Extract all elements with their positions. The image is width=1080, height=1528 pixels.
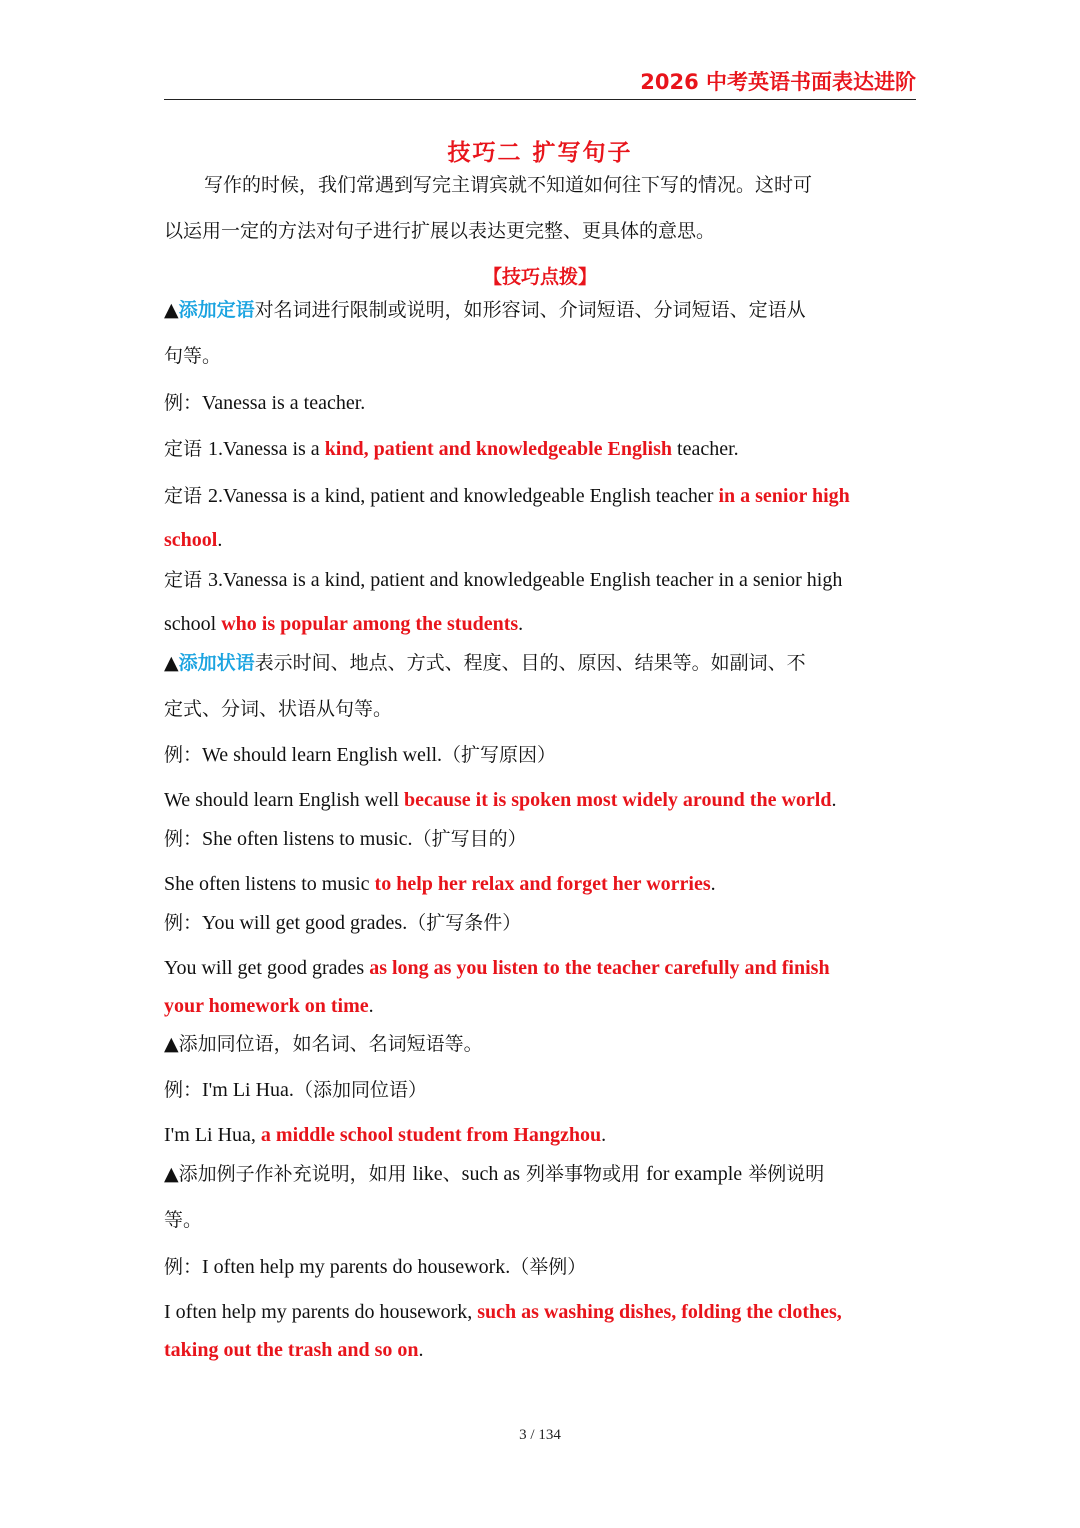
answer-highlight: a middle school student from Hangzhou (260, 1124, 602, 1146)
s2-text-2: 定式、分词、状语从句等。 (164, 698, 393, 720)
s2-heading (164, 650, 916, 676)
d1-a: 1.Vanessa is a (208, 438, 325, 460)
d2-b: . (217, 529, 223, 551)
d3-c: . (518, 613, 524, 635)
answer-a: We should learn English well (164, 789, 405, 811)
s2-example-3 (164, 910, 916, 936)
s1-heading (164, 297, 916, 323)
example-prefix: 例： (164, 912, 203, 934)
answer-b: . (601, 1124, 607, 1146)
s3-answer (164, 1122, 916, 1148)
s1-text-2: 句等。 (164, 345, 222, 367)
header-title: 2026 中考英语书面表达进阶 (640, 70, 916, 94)
answer-highlight: to help her relax and forget her worries (374, 873, 711, 895)
intro-line-2: 以运用一定的方法对句子进行扩展以表达更完整、更具体的意思。 (164, 220, 716, 242)
example-sentence: I'm Li Hua. (202, 1079, 294, 1101)
example-sentence: You will get good grades. (202, 912, 408, 934)
s2-example-1 (164, 742, 916, 768)
d3-highlight: who is popular among the students (221, 613, 519, 635)
s4-answer-cont (164, 1337, 916, 1363)
d2-label: 定语 (164, 485, 209, 507)
s4-text-1: ▲添加例子作补充说明，如用 (164, 1163, 413, 1185)
answer-highlight: as long as you listen to the teacher carefully and finish (369, 957, 830, 979)
s3-heading: ▲添加同位语，如名词、名词短语等。 (164, 1033, 483, 1055)
d2-highlight: in a senior high (718, 485, 850, 507)
s1-d3 (164, 567, 916, 593)
example-note: （扩写条件） (407, 912, 522, 934)
s1-example (164, 390, 916, 416)
s2-example-2 (164, 826, 916, 852)
s2-answer-2 (164, 871, 916, 897)
answer-highlight-2: your homework on time (164, 995, 369, 1017)
s4-text-cont: 等。 (164, 1209, 203, 1231)
d1-label: 定语 (164, 438, 209, 460)
s4-such-as: such as (461, 1163, 520, 1185)
d1-b: teacher. (672, 438, 739, 460)
example-note: （扩写目的） (412, 828, 527, 850)
page-title: 技巧二 扩写句子 (447, 140, 633, 166)
header-rule (164, 99, 916, 100)
example-sentence: I often help my parents do housework. (202, 1256, 511, 1278)
s2-keyword: 添加状语 (178, 652, 255, 674)
example-sentence: Vanessa is a teacher. (202, 392, 366, 414)
d2-a: 2.Vanessa is a kind, patient and knowledgeable English teacher (208, 485, 719, 507)
s4-example (164, 1254, 916, 1280)
s2-answer-1 (164, 787, 916, 813)
d1-highlight: kind, patient and knowledgeable English (324, 438, 673, 460)
example-prefix: 例： (164, 744, 203, 766)
answer-highlight: because it is spoken most widely around the world (404, 789, 832, 811)
answer-highlight: such as washing dishes, folding the clothes, (477, 1301, 842, 1323)
example-sentence: She often listens to music. (202, 828, 413, 850)
example-prefix: 例： (164, 828, 203, 850)
s2-answer-3 (164, 955, 916, 981)
example-sentence: We should learn English well. (202, 744, 443, 766)
s2-text: 表示时间、地点、方式、程度、目的、原因、结果等。如副词、不 (254, 652, 806, 674)
s4-sep: 、 (442, 1163, 462, 1185)
s4-text-3: 举例说明 (742, 1163, 825, 1185)
answer-b: . (831, 789, 837, 811)
s1-d3-cont (164, 611, 916, 637)
answer-b: . (368, 995, 374, 1017)
s4-text-2: 列举事物或用 (520, 1163, 647, 1185)
intro-line-1: 写作的时候，我们常遇到写完主谓宾就不知道如何往下写的情况。这时可 (204, 174, 813, 196)
answer-a: I often help my parents do housework, (164, 1301, 478, 1323)
s4-like: like (412, 1163, 443, 1185)
s1-text: 对名词进行限制或说明，如形容词、介词短语、分词短语、定语从 (254, 299, 806, 321)
s4-answer (164, 1299, 916, 1325)
answer-b: . (418, 1339, 424, 1361)
example-prefix: 例： (164, 1079, 203, 1101)
s1-d1 (164, 436, 916, 462)
page-number: 3 / 134 (519, 1427, 561, 1443)
s4-for-example: for example (646, 1163, 743, 1185)
example-note: （扩写原因） (442, 744, 557, 766)
example-prefix: 例： (164, 392, 203, 414)
d3-label: 定语 (164, 569, 209, 591)
answer-a: You will get good grades (164, 957, 370, 979)
example-prefix: 例： (164, 1256, 203, 1278)
s3-example (164, 1077, 916, 1103)
example-note: （举例） (510, 1256, 587, 1278)
example-note: （添加同位语） (293, 1079, 427, 1101)
s1-d2 (164, 483, 916, 509)
answer-a: I'm Li Hua, (164, 1124, 261, 1146)
answer-a: She often listens to music (164, 873, 375, 895)
answer-highlight-2: taking out the trash and so on (164, 1339, 419, 1361)
s1-d2-cont (164, 527, 916, 553)
s4-heading (164, 1161, 916, 1187)
answer-b: . (710, 873, 716, 895)
d3-b: school (164, 613, 222, 635)
d3-a: 3.Vanessa is a kind, patient and knowledgeable English teacher in a senior high (208, 569, 843, 591)
s2-answer-3-cont (164, 993, 916, 1019)
triangle-marker: ▲ (164, 299, 179, 321)
s1-keyword: 添加定语 (178, 299, 255, 321)
triangle-marker: ▲ (164, 652, 179, 674)
d2-highlight-2: school (164, 529, 218, 551)
section-subtitle: 【技巧点拨】 (482, 266, 597, 288)
